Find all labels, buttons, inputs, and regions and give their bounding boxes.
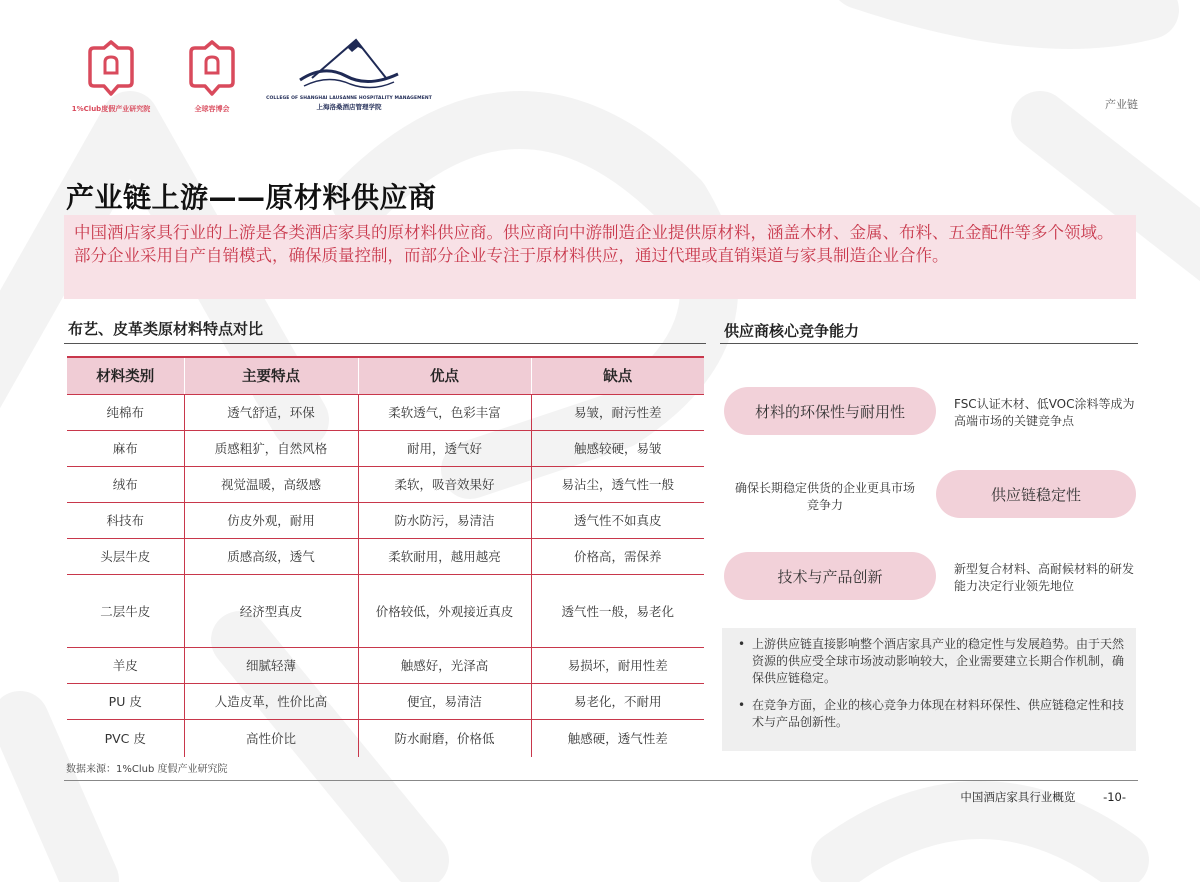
table-cell: 易损坏，耐用性差 — [531, 647, 704, 683]
competence-pill: 技术与产品创新 — [724, 552, 936, 600]
notes-box — [722, 628, 1136, 751]
note-text: 上游供应链直接影响整个酒店家具产业的稳定性与发展趋势。由于天然资源的供应受全球市场波动影响较大，企业需要建立长期合作机制，确保供应链稳定。 — [752, 637, 1125, 685]
divider — [720, 343, 1138, 344]
research-institute-logo — [64, 40, 158, 114]
column-header: 主要特点 — [184, 357, 358, 394]
table-row — [67, 719, 704, 757]
data-source: 数据来源：1%Club 度假产业研究院 — [66, 764, 228, 775]
page-title: 产业链上游——原材料供应商 — [66, 181, 437, 214]
note-text: 在竞争方面，企业的核心竞争力体现在材料环保性、供应链稳定性和技术与产品创新性。 — [752, 698, 1125, 729]
school-logo — [254, 34, 444, 111]
bullet-icon: • — [738, 637, 746, 651]
table-cell: 柔软透气，色彩丰富 — [358, 394, 531, 430]
table-row — [67, 647, 704, 683]
table-cell: 经济型真皮 — [184, 574, 358, 647]
table-row — [67, 574, 704, 647]
column-header: 优点 — [358, 357, 531, 394]
table-cell: 柔软，吸音效果好 — [358, 466, 531, 502]
competence-pill: 材料的环保性与耐用性 — [724, 387, 936, 435]
pin-icon — [82, 40, 140, 98]
page-number: -10- — [1103, 790, 1126, 804]
table-cell: PVC 皮 — [104, 731, 146, 747]
table-cell: 纯棉布 — [67, 394, 184, 430]
competence-desc: 新型复合材料、高耐候材料的研发能力决定行业领先地位 — [954, 562, 1135, 593]
bullet-icon: • — [738, 698, 746, 712]
table-cell: 耐用，透气好 — [358, 430, 531, 466]
table-cell: 细腻轻薄 — [184, 647, 358, 683]
table-cell: 透气性不如真皮 — [531, 502, 704, 538]
table-cell: 柔软耐用，越用越亮 — [358, 538, 531, 574]
table-row — [67, 683, 704, 719]
table-cell: PU 皮 — [67, 683, 184, 719]
table-cell: 触感好，光泽高 — [358, 647, 531, 683]
school-name-cn: 上海洛桑酒店管理学院 — [316, 103, 382, 111]
table-cell: 易沾尘，透气性一般 — [531, 466, 704, 502]
competence-desc: 确保长期稳定供货的企业更具市场竞争力 — [734, 481, 915, 512]
table-cell: 透气性一般，易老化 — [531, 574, 704, 647]
table-row — [67, 394, 704, 430]
table-cell: 仿皮外观，耐用 — [184, 502, 358, 538]
competence-desc: FSC认证木材、低VOC涂料等成为高端市场的关键竞争点 — [954, 397, 1135, 428]
report-name: 中国酒店家具行业概览 — [960, 790, 1076, 804]
footer-divider — [64, 780, 1138, 781]
table-cell: 防水耐磨，价格低 — [358, 719, 531, 757]
school-name-en: COLLEGE OF SHANGHAI LAUSANNE HOSPITALITY MANAGEMENT — [266, 96, 432, 101]
mountain-wave-icon — [294, 34, 404, 92]
competence-heading: 供应商核心竞争能力 — [724, 322, 860, 340]
note-item — [738, 636, 1124, 687]
table-cell: 触感硬，透气性差 — [531, 719, 704, 757]
table-cell: 绒布 — [67, 466, 184, 502]
table-cell: 易老化，不耐用 — [531, 683, 704, 719]
competence-pill: 供应链稳定性 — [936, 470, 1136, 518]
table-cell: 透气舒适，环保 — [184, 394, 358, 430]
table-cell: 羊皮 — [67, 647, 184, 683]
table-cell: 易皱，耐污性差 — [531, 394, 704, 430]
table-cell: 二层牛皮 — [67, 574, 184, 647]
logo-caption: 全球容博会 — [194, 105, 230, 113]
table-header-row — [67, 357, 704, 394]
table-cell: 价格高，需保养 — [531, 538, 704, 574]
table-cell: 视觉温暖，高级感 — [184, 466, 358, 502]
page-footer — [960, 789, 1126, 805]
table-heading: 布艺、皮革类原材料特点对比 — [68, 320, 264, 338]
intro-box — [64, 215, 1136, 299]
table-cell: 质感高级，透气 — [184, 538, 358, 574]
table-cell: 高性价比 — [184, 719, 358, 757]
note-item — [738, 697, 1124, 731]
table-cell: 便宜，易清洁 — [358, 683, 531, 719]
column-header: 缺点 — [531, 357, 704, 394]
table-cell: 科技布 — [67, 502, 184, 538]
column-header: 材料类别 — [67, 357, 184, 394]
table-cell: 价格较低，外观接近真皮 — [358, 574, 531, 647]
table-cell: 麻布 — [67, 430, 184, 466]
pin-icon — [183, 40, 241, 98]
intro-text: 中国酒店家具行业的上游是各类酒店家具的原材料供应商。供应商向中游制造企业提供原材料，涵盖木材、金属、布料、五金配件等多个领域。部分企业采用自产自销模式，确保质量控制，而部分企业专注于原材料供应，通过代理或直销渠道与家具制造企业合作。 — [74, 223, 1114, 265]
logo-caption: 1%Club度假产业研究院 — [71, 105, 151, 113]
expo-logo — [176, 40, 248, 114]
table-cell: 触感较硬，易皱 — [531, 430, 704, 466]
table-cell: 质感粗犷，自然风格 — [184, 430, 358, 466]
table-row — [67, 430, 704, 466]
materials-table — [67, 356, 704, 757]
table-row — [67, 502, 704, 538]
table-cell: 人造皮革，性价比高 — [184, 683, 358, 719]
section-tag: 产业链 — [1105, 98, 1138, 111]
table-row — [67, 466, 704, 502]
divider — [64, 343, 706, 344]
table-cell: 头层牛皮 — [67, 538, 184, 574]
table-cell: 防水防污，易清洁 — [358, 502, 531, 538]
table-row — [67, 538, 704, 574]
